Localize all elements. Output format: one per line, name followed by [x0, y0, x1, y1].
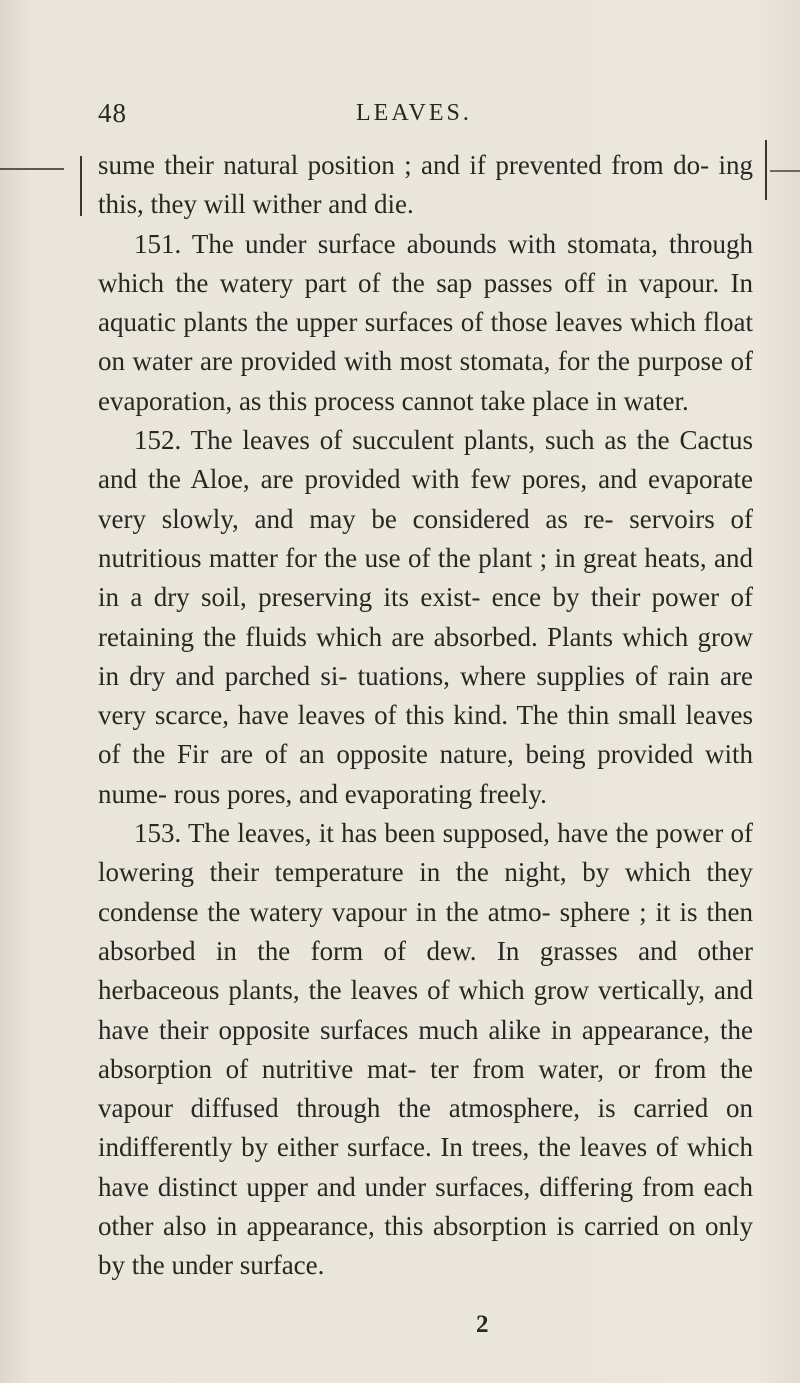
margin-rule-right	[770, 170, 800, 172]
running-header	[98, 98, 750, 138]
body-text	[98, 146, 753, 1286]
margin-bracket-left	[80, 156, 82, 216]
paragraph-153: 153. The leaves, it has been supposed, have the power of lowering their temperature in the night, by which they condense the watery vapour in the atmo- sphere ; it is then absorbed in the form of dew. In grasses and other herbaceous plants, the leaves of which grow vertically, and have their opposite surfaces much alike in appearance, the absorption of nutritive mat- ter from water, or from the vapour diffused through the atmosphere, is carried on indifferently by either surface. In trees, the leaves of which have distinct upper and under surfaces, differing from each other also in appearance, this absorption is carried on only by the under surface.	[98, 818, 753, 1281]
signature-mark: 2	[476, 1311, 489, 1338]
paragraph-151: 151. The under surface abounds with stomata, through which the watery part of the sap passes off in vapour. In aquatic plants the upper surfaces of those leaves which float on water are provided with most stomata, for the purpose of evaporation, as this process cannot take place in water.	[98, 228, 753, 416]
running-title: LEAVES.	[356, 100, 472, 126]
paragraph-152: 152. The leaves of succulent plants, such as the Cactus and the Aloe, are provided with few pores, and evaporate very slowly, and may be considered as re- servoirs of nutritious matter for the use of the plant ; in great heats, and in a dry soil, preserving its exist- ence by their power of retaining the fluids which are absorbed. Plants which grow in dry and parched si- tuations, where supplies of rain are very scarce, have leaves of this kind. The thin small leaves of the Fir are of an opposite nature, being provided with nume- rous pores, and evaporating freely.	[98, 425, 753, 809]
page-number: 48	[98, 98, 127, 128]
margin-rule-left	[0, 168, 64, 170]
margin-bracket-right	[765, 140, 767, 200]
paragraph-continuation: sume their natural position ; and if prevented from do- ing this, they will wither and die.	[98, 150, 753, 220]
